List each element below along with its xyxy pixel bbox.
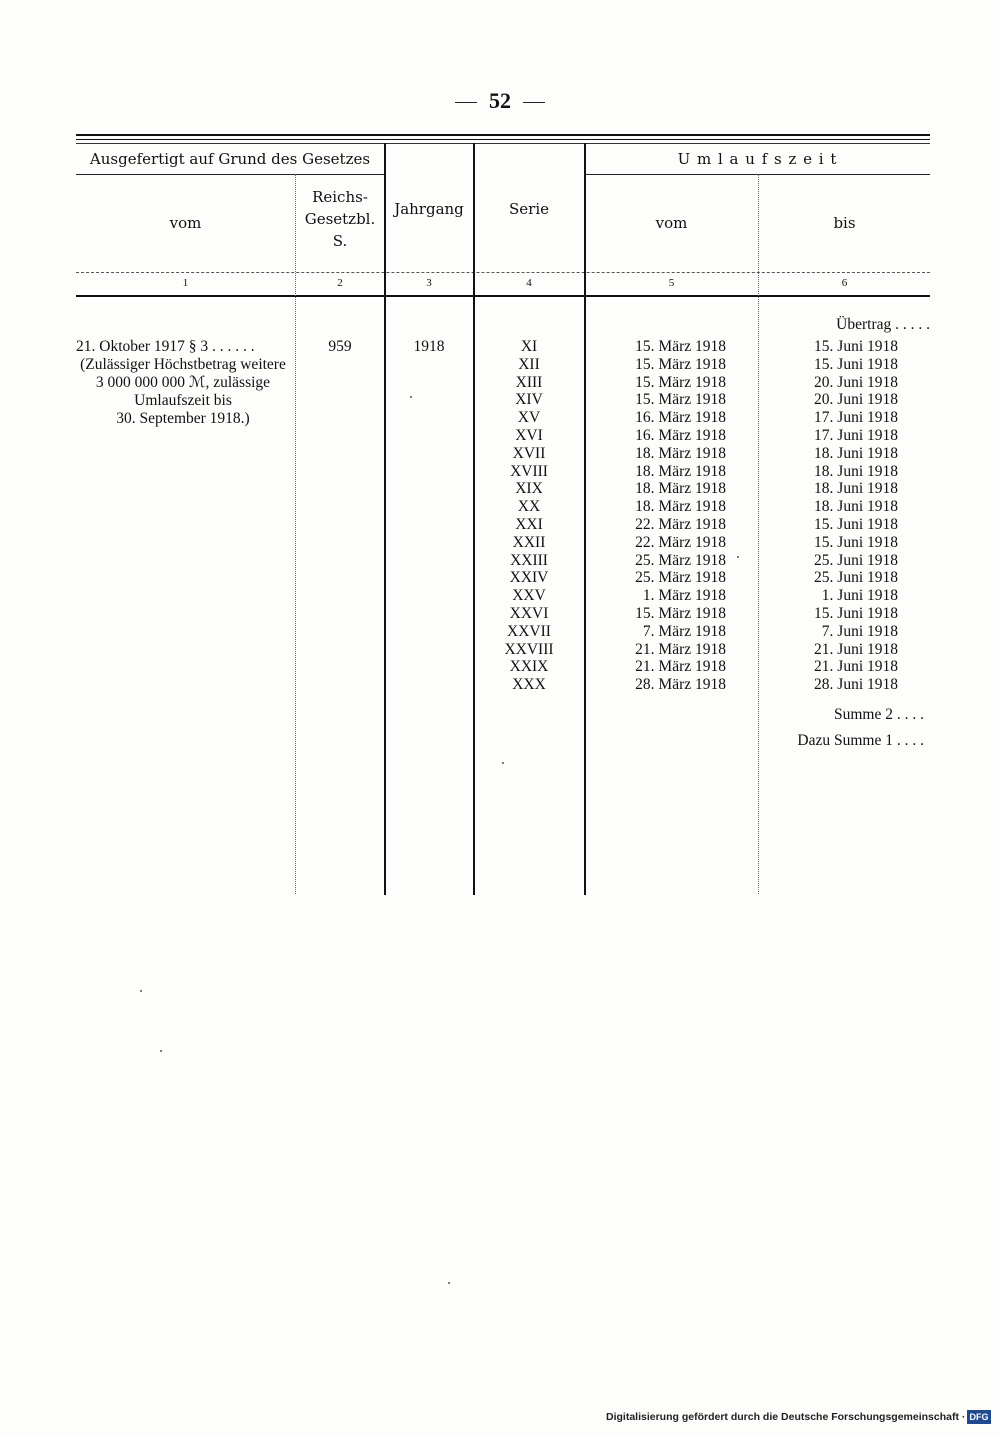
- table-row-serie: XXI: [515, 515, 543, 533]
- serie-column: [474, 338, 584, 694]
- table-row-vom: 18. März 1918: [635, 480, 726, 498]
- scan-speck: [448, 1282, 450, 1284]
- table-row-bis: 25. Juni 1918: [814, 551, 898, 569]
- law-reference: [76, 338, 290, 428]
- table-row-bis: 15. Juni 1918: [814, 355, 898, 373]
- column-number-line: [76, 295, 930, 297]
- table-row-vom: 15. März 1918: [635, 391, 726, 409]
- digitization-footer: Digitalisierung gefördert durch die Deutsche Forschungsgemeinschaft ·: [606, 1411, 966, 1423]
- umlauf-vom-column: [600, 338, 726, 694]
- law-line-2: (Zulässiger Höchstbetrag weitere: [80, 356, 286, 373]
- table-row-vom: 28. März 1918: [635, 676, 726, 694]
- table-row-serie: XIX: [515, 480, 543, 498]
- table-row-vom: 15. März 1918: [635, 604, 726, 622]
- header-jahrgang: Jahrgang: [394, 200, 464, 218]
- table-row-bis: 20. Juni 1918: [814, 373, 898, 391]
- table-row-serie: XXII: [512, 533, 546, 551]
- table-row-serie: XIV: [515, 391, 543, 409]
- umlauf-bis-column: [776, 338, 898, 694]
- header-reichsgesetzbl: [296, 186, 384, 252]
- page-number-text: 52: [489, 88, 511, 113]
- table-row-bis: 17. Juni 1918: [814, 426, 898, 444]
- table-row-serie: XVIII: [510, 462, 548, 480]
- header-umlauf-vom: vom: [655, 214, 688, 232]
- table-row-bis: 15. Juni 1918: [814, 515, 898, 533]
- table-top-rule-3: [76, 143, 930, 144]
- law-line-3: 3 000 000 000 ℳ, zulässige: [95, 374, 271, 391]
- table-row-serie: XXX: [512, 676, 546, 694]
- table-row-bis: 17. Juni 1918: [814, 409, 898, 427]
- scan-speck: [140, 990, 142, 992]
- table-row-vom: 25. März 1918: [635, 551, 726, 569]
- column-number-2: 2: [337, 277, 343, 289]
- table-row-serie: XV: [517, 409, 541, 427]
- table-row-bis: 15. Juni 1918: [814, 533, 898, 551]
- header-serie: Serie: [509, 200, 549, 218]
- dash-right: [523, 102, 545, 103]
- column-number-3: 3: [426, 277, 432, 289]
- table-row-vom: 21. März 1918: [635, 640, 726, 658]
- table-row-bis: 21. Juni 1918: [814, 640, 898, 658]
- jahrgang-value: 1918: [413, 338, 445, 355]
- dazu-summe-1: Dazu Summe 1 . . . .: [797, 732, 924, 749]
- table-row-serie: XXVIII: [504, 640, 554, 658]
- table-row-serie: XXIV: [509, 569, 549, 587]
- table-row-vom: 1. März 1918: [642, 587, 726, 605]
- table-row-bis: 18. Juni 1918: [814, 480, 898, 498]
- header-reichsgesetzbl-line3: S.: [332, 232, 348, 250]
- law-line-5: 30. September 1918.): [116, 410, 250, 427]
- scan-speck: [737, 556, 739, 558]
- table-row-vom: 15. März 1918: [635, 373, 726, 391]
- table-row-bis: 18. Juni 1918: [814, 498, 898, 516]
- column-divider-2: [384, 143, 386, 895]
- page-number: [0, 88, 1000, 114]
- header-vom: vom: [169, 214, 202, 232]
- table-row-vom: 15. März 1918: [635, 355, 726, 373]
- header-umlaufszeit: U m l a u f s z e i t: [677, 150, 838, 168]
- table-row-bis: 28. Juni 1918: [814, 676, 898, 694]
- table-row-serie: XXIX: [509, 658, 549, 676]
- scan-speck: [160, 1050, 162, 1052]
- column-divider-4: [584, 143, 586, 895]
- table-row-vom: 16. März 1918: [635, 409, 726, 427]
- table-row-serie: XVI: [515, 426, 543, 444]
- column-number-5: 5: [668, 277, 675, 289]
- table-row-vom: 25. März 1918: [635, 569, 726, 587]
- column-number-6: 6: [841, 277, 848, 289]
- header-divider-right: [584, 174, 930, 175]
- table-row-bis: 21. Juni 1918: [814, 658, 898, 676]
- table-row-serie: XIII: [515, 373, 543, 391]
- summe-2: Summe 2 . . . .: [834, 706, 924, 723]
- uebertrag-label: Übertrag . . . . .: [836, 316, 930, 333]
- header-umlauf-bis: bis: [833, 214, 856, 232]
- table-row-serie: XXV: [512, 587, 546, 605]
- table-top-rule: [76, 134, 930, 136]
- table-top-rule-2: [76, 139, 930, 140]
- table-row-bis: 15. Juni 1918: [814, 338, 898, 355]
- reichsgesetzbl-page: 959: [328, 338, 352, 355]
- table-row-vom: 22. März 1918: [635, 515, 726, 533]
- header-reichsgesetzbl-line1: Reichs-: [312, 188, 368, 206]
- header-bottom-line: [76, 272, 930, 273]
- table-row-vom: 15. März 1918: [635, 338, 726, 355]
- table-row-vom: 18. März 1918: [635, 444, 726, 462]
- scan-speck: [502, 762, 504, 764]
- table-row-serie: XXVI: [509, 604, 549, 622]
- header-reichsgesetzbl-line2: Gesetzbl.: [304, 210, 376, 228]
- table-row-serie: XI: [520, 338, 538, 355]
- table-row-vom: 21. März 1918: [635, 658, 726, 676]
- table-row-vom: 16. März 1918: [635, 426, 726, 444]
- law-line-4: Umlaufszeit bis: [134, 392, 232, 409]
- dfg-logo: DFG: [967, 1410, 991, 1424]
- table-row-serie: XII: [518, 355, 540, 373]
- law-line-1: 21. Oktober 1917 § 3 . . . . . .: [76, 338, 255, 355]
- dash-left: [455, 102, 477, 103]
- table-row-serie: XVII: [512, 444, 546, 462]
- table-row-serie: XXIII: [510, 551, 548, 569]
- column-number-4: 4: [526, 277, 532, 289]
- column-number-1: 1: [182, 277, 189, 289]
- header-divider-left: [76, 174, 384, 175]
- table-row-vom: 22. März 1918: [635, 533, 726, 551]
- table-row-serie: XX: [517, 498, 541, 516]
- table-row-vom: 7. März 1918: [642, 622, 726, 640]
- scan-speck: [410, 396, 412, 398]
- table-row-vom: 18. März 1918: [635, 498, 726, 516]
- table-row-bis: 15. Juni 1918: [814, 604, 898, 622]
- table-row-bis: 18. Juni 1918: [814, 462, 898, 480]
- table-row-bis: 18. Juni 1918: [814, 444, 898, 462]
- table-row-bis: 25. Juni 1918: [814, 569, 898, 587]
- table-row-vom: 18. März 1918: [635, 462, 726, 480]
- header-ausgefertigt: Ausgefertigt auf Grund des Gesetzes: [89, 150, 371, 168]
- table-row-bis: 1. Juni 1918: [821, 587, 898, 605]
- table-row-bis: 7. Juni 1918: [821, 622, 898, 640]
- table-row-bis: 20. Juni 1918: [814, 391, 898, 409]
- table-row-serie: XXVII: [507, 622, 551, 640]
